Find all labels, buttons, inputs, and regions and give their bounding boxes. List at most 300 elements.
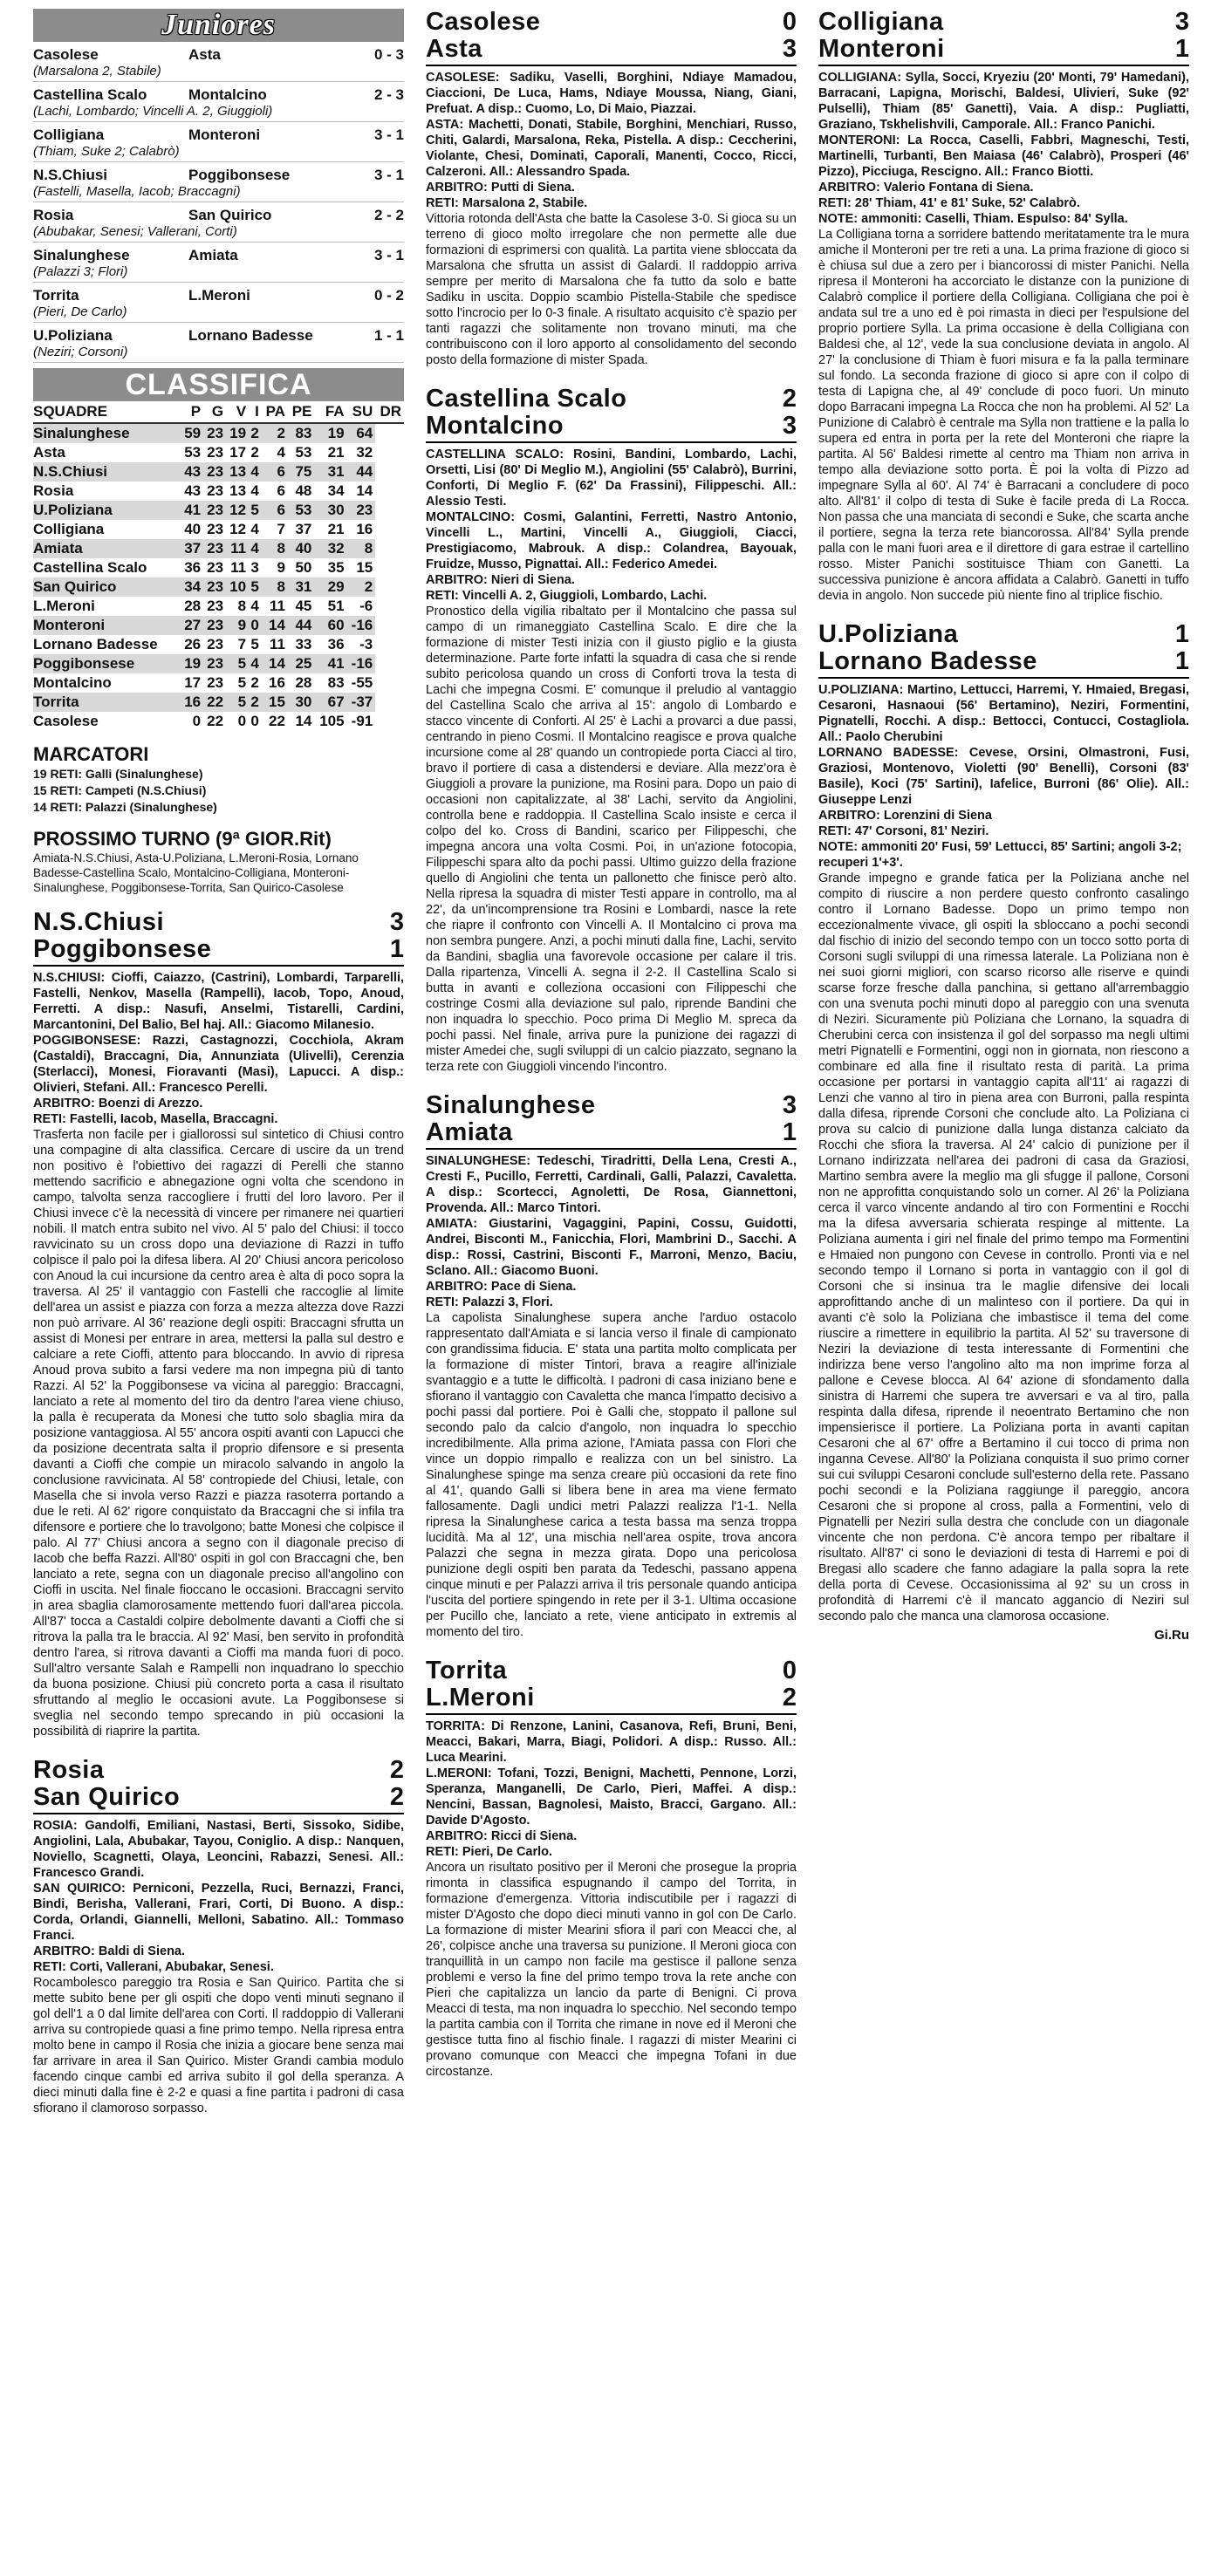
classifica-title: CLASSIFICA (33, 368, 404, 401)
stat-cell: 23 (207, 482, 224, 499)
away-team: Amiata (426, 1118, 513, 1146)
stat-cell: 4 (249, 462, 262, 482)
stat-cell: 23 (203, 501, 226, 520)
standings-col-header: I (249, 401, 262, 423)
match-away-row (818, 648, 1189, 675)
stat-cell: 19 (181, 654, 203, 673)
result-score: 3 - 1 (373, 247, 404, 263)
lineup-home: SINALUNGHESE: Tedeschi, Tiradritti, Della Lena, Cresti A., Cresti F., Pucillo, Ferretti, Cardinali, Galli, Palazzi, Cavaletta. A disp.: Scortecci, Agnoletti, De Rosa, Giannettoni, Provenda. All.: Marco Tintori. (426, 1154, 797, 1215)
stat-cell: 8 (347, 539, 376, 558)
away-team: Asta (426, 35, 482, 63)
match-report: Trasferta non facile per i giallorossi sul sintetico di Chiusi contro una compagine di alta classifica. Cercare di uscire da un trend non positivo è l'obiettivo dei ragazzi di Perelli che stanno mettendo sacrificio e abnegazione ogni volta che scendono in campo, talvolta senza raccogliere i frutti del loro lavoro. Per il Chiusi invece c'è la necessità di vincere per rimanere nei quartieri nobili. Il match entra subito nel vivo. Al 5' palo del Chiusi: il tocco ravvicinato su un cross dopo una deviazione di Razzi in tuffo colpisce il palo poi la difesa libera. Al 20' Chiusi ancora pericoloso con Anoud la cui incursione da centro area è alta di poco sopra la traversa. Al 25' il vantaggio con Fastelli che raccoglie al limite dell'area un assist e piazza con forza a mezza altezza dove Razzi non può arrivare. Al 36' reazione degli ospiti: Braccagni sfrutta un assist di Monesi per entrare in area, mettersi la palla sul destro e calciare a rete Cioffi, attento para bloccando. In avvio di ripresa Anoud prova subito a farsi vedere ma non impegna più di tanto Razzi. Al 52' la Poggibonsese va vicina al pareggio: Braccagni, lanciato a rete al momento del tiro da dentro l'area viene chiuso, la palla è recuperata da Monesi che tutto solo sbaglia mira da posizione vantaggiosa. Al 55' ancora ospiti avanti con Lapucci che da posizione decentrata salta il proprio difensore e si presenta davanti a Cioffi che compie un miracolo salvando in angolo la conclusione ravvicinata. Al 58' contropiede del Chiusi, letale, con Masella che si invola verso Razzi e piazza rasoterra portando a due le reti. Al 62' rigore conquistato da Braccagni che si infila tra difensore e portiere che lo travolgono; batte Monesi che colpisce il palo. Al 77' Chiusi ancora a segno con il diagonale preciso di Iacob che beffa Razzi. All'80' ospiti in gol con Braccagni che, ben lanciato a rete, segna con un diagonale preciso all'angolino con Cioffi in uscita. Nel finale fioccano le occasioni. Braccagni servito in area sbaglia clamorosamente mettendo fuori dall'area piccola. All'87' tocca a Castaldi colpire debolmente davanti a Cioffi che si ritrova la palla tra le braccia. Al 92' Masi, ben servito in profondità dentro l'area, si ritrova davanti a Cioffi ma manda fuori di poco. Sull'altro versante Salah e Rampelli non inquadrano lo specchio da buona posizione. Chiusi più concreto porta a casa il risultato sfruttando al meglio le occasioni avute. La Poggibonsese si sveglia nel secondo tempo sprecando in più occasioni la possibilità di riaprire la partita. (33, 1128, 404, 1739)
away-score: 1 (1174, 35, 1189, 63)
stat-cell: 83 (288, 423, 314, 443)
divider (33, 1813, 404, 1814)
result-scorers: (Lachi, Lombardo; Vincelli A. 2, Giuggioli) (33, 104, 404, 122)
standings-table (33, 401, 404, 731)
stat-cell: 7 (277, 521, 285, 537)
result-score: 2 - 2 (373, 207, 404, 223)
stat-cell: 40 (184, 521, 202, 537)
result-row (33, 246, 404, 264)
stat-cell: 9 (277, 559, 285, 576)
standings-row (33, 693, 404, 712)
match-away-row (33, 936, 404, 963)
stat-cell: 53 (288, 501, 314, 520)
stat-cell: 4 (249, 539, 262, 558)
team-name: Sinalunghese (33, 423, 181, 443)
standings-row (33, 443, 404, 462)
stat-cell: 44 (288, 616, 314, 635)
stat-cell: 23 (203, 462, 226, 482)
stat-cell: 31 (314, 462, 346, 482)
result-away: San Quirico (188, 207, 272, 223)
standings-row (33, 482, 404, 501)
stat-cell: 83 (327, 674, 345, 691)
standings-row (33, 501, 404, 520)
result-home: U.Poliziana (33, 327, 113, 344)
stat-cell: 6 (262, 462, 288, 482)
stat-cell: 43 (184, 482, 202, 499)
team-name: San Quirico (33, 577, 181, 597)
match-report: Vittoria rotonda dell'Asta che batte la Casolese 3-0. Si gioca su un terreno di gioco molto irregolare che non permette alle due formazioni di esprimersi con qualità. La partita viene sbloccata da Marsalona che sfrutta un assist di Galardi. Il raddoppio arriva sempre per merito di Marsalona che fa tutto da solo e batte Sadiku in uscita. Doppio scambio Pistella-Stabile che spedisce sotto l'incrocio per lo 0-3 finale. A risultato acquisito c'è spazio per tanti ragazzi che solitamente non trovano minuti, ma che contribuiscono con il loro apporto al consolidamento del secondo posto della formazione di mister Spada. (426, 212, 797, 367)
standings-col-header: V (226, 401, 249, 423)
stat-cell: 15 (262, 693, 288, 712)
match-report: Rocambolesco pareggio tra Rosia e San Quirico. Partita che si mette subito bene per gli ospiti che dopo venti minuti segnano il gol dell'1 a 0 dal limite dell'area con Corti. Il raddoppio di Vallerani arriva su contropiede quasi a fine primo tempo. Nella ripresa entra molto bene in campo il Rosia che inizia a giocare bene senza mai far arrivare in area il San Quirico. Mister Grandi cambia modulo facendo cinque cambi ed arriva subito il gol della speranza. A dieci minuti dalla fine è 2-2 e quasi a fine partita i padroni di casa sfiorano il clamoroso sorpasso. (33, 1976, 404, 2115)
match-away-row (33, 1784, 404, 1811)
result-row (33, 166, 404, 184)
stat-cell: 28 (295, 674, 312, 691)
result-row (33, 286, 404, 304)
stat-cell: 22 (207, 713, 224, 729)
match-report: Pronostico della vigilia ribaltato per il Montalcino che passa sul campo di un rimaneggiato Castellina Scalo. E dire che la formazione di mister Testi inizia con il giusto piglio e la giusta determinazione. Parte forte infatti la squadra di casa che si rende subito pericolosa quando un cross di Conforti trova la testa di Lachi che impegna Cosmi. E' comunque il preludio al vantaggio del Castellina Scalo che arriva al 15': angolo di Lombardo e stacco vincente di Conforti. Al 25' è Lachi a provarci a due passi, centrando in pieno Cosmi. Il Montalcino reagisce e prova qualche incursione come al 28' quando un contropiede porta Ciacci al tiro, bravo il portiere di casa a distendersi e deviare. Alla mezz'ora è Giuggioli a provare la punizione, ma Rosini para. Dopo un paio di occasioni non capitalizzate, al 38' Lachi, servito da Angiolini, controlla bene e raddoppia. Il Castellina Scalo insiste e cerca il colpo del ko. Cross di Bandini, scarico per Filippeschi, che impegna ancora una volta Cosmi. Poi, in un'azione fotocopia, Filippeschi spara alto da pochi passi. Ultimo guizzo della frazione quello di Angiolini che tenta un pallonetto che finisce però alto. Nella ripresa la squadra di mister Testi appare in controllo, ma al 22', da un'incomprensione tra Rosini e Lombardi, nasce la rete che riapre il confronto con Vincelli A. Il Montalcino ci prova ma non sembra pungere. Anzi, a pochi minuti dalla fine, Lachi, servito da Bandini, sbaglia una favorevole occasione per calare il tris. Dalla ripartenza, Vincelli A. segna il 2-2. Il Castellina Scalo si butta in avanti e colleziona occasioni con Filippeschi che costringe Cosmi alla deviazione sul palo, riprende Bandini che non inquadra lo specchio. Poco prima Di Meglio M. spreca da pochi passi. Nel finale, arriva pure la punizione dei ragazzi di mister Amedei che, sugli sviluppi di un calcio piazzato, segnano la terza rete con Giuggioli vincendo l'incontro. (426, 605, 797, 1074)
team-name: Asta (33, 444, 65, 461)
lineup-home: CASTELLINA SCALO: Rosini, Bandini, Lombardo, Lachi, Orsetti, Lisi (80' Di Meglio M.), Angiolini (55' Calabrò), Burrini, Conforti, Di Meglio F. (62' Da Frassini), Filippeschi. All.: Alessio Testi. (426, 448, 797, 509)
stat-cell: 23 (203, 539, 226, 558)
match-casolese (426, 9, 797, 368)
home-team: Castellina Scalo (426, 385, 627, 413)
match-colligiana (818, 9, 1189, 604)
standings-row (33, 577, 404, 597)
result-home: Colligiana (33, 126, 105, 143)
match-chiusi (33, 909, 404, 1739)
team-name: L.Meroni (33, 598, 95, 614)
stat-cell: 48 (295, 482, 312, 499)
stat-cell: 44 (347, 462, 376, 482)
stat-cell: 21 (327, 521, 345, 537)
stat-cell: 64 (347, 423, 376, 443)
standings-col-header: PE (288, 401, 314, 423)
column-right (818, 9, 1189, 1660)
stat-cell: 4 (250, 482, 259, 499)
home-team: Casolese (426, 8, 541, 36)
lineup-home: U.POLIZIANA: Martino, Lettucci, Harremi, Y. Hmaied, Bregasi, Cesaroni, Hasnaoui (56' Bertamino), Neziri, Formentini, Pignatelli, Rocchi. A disp.: Bettocci, Contucci, Costagliola. All.: Paolo Cherubini (818, 683, 1189, 744)
home-score: 2 (389, 1756, 404, 1784)
result-scorers: (Neziri; Corsoni) (33, 345, 404, 363)
standings-col-header: DR (375, 401, 404, 423)
match-report: Grande impegno e grande fatica per la Poliziana anche nel compito di riuscire a non perdere questo confronto casalingo contro il Lornano Badesse. Dopo un primo tempo non eccezionalmente vivace, gli ospiti la sbloccano a pochi secondi dal fischio di inizio del secondo tempo con un tocco sotto porta di Corsoni sugli sviluppi di una rimessa laterale. La Poliziana non è nei suoi giorni migliori, con scarso ricorso alle riserve e quindi scarse forze fresche dalla panchina, si gettano all'arrembaggio con una svenuta pochi minuti dopo al pareggio con una svenuta di Neziri. Sicuramente più Poliziana che Lornano, la squadra di Cherubini cerca con insistenza il gol del sorpasso ma negli ultimi metri Pignatelli e Formentini, oggi non in giornata, non riescono a combinare ed alla fine il risultato resta di parità. La prima occasione per portarsi in vantaggio capita all'11' ai ragazzi di Lenzi che vanno al tiro in piena area con Burroni, palla respinta dalla difesa, riprende Corsoni che conclude alto. La Poliziana ci prova su calcio di punizione dalla lunga distanza calciato da Rocchi che sfiora la traversa. Al 24' calcio di punizione per il Lornano indirizzata nell'area dei padroni di casa da Graziosi, Martino sembra avere la meglio ma gli sfugge il pallone, Corsoni non ne approfitta conquistando solo un corner. Al 26' la Poliziana cerca il varco vincente andando al tiro con Formentini e Rocchi ma la difesa avversaria schierata respinge al mittente. La Poliziana aumenta i giri nel finale del primo tempo ma Formentini e Hmaied non pungono con Cevese in controllo. Pronti via e nel secondo tempo il Lornano si porta in vantaggio con il gol di Corsoni che si insinua tra le maglie difensive dei locali approfittando anche di un malinteso con il portiere. Da qui in avanti c'è solo la Poliziana che imbastisce il tema del come riuscire a rimettere in equilibrio la partita. Al 52' su traversone di Neziri la deviazione di testa interessante di Formentini che indirizza bene verso l'angolino alto ma non imprime forza al pallone e Cevese blocca. Al 64' azione di sfondamento dalla sinistra di Harremi che supera tre avversari e va al tiro, palla respinta dalla difesa, riprende il neoentrato Bertamino che non impensierisce il portiere. La Poliziana porta in avanti capitan Cesaroni che al 67' offre a Bertamino il cui tocco di prima non inganna Cevese. All'80' la Poliziana conquista il suo primo corner sui cui sviluppi Cesaroni conclude sull'esterno della rete. Passano pochi secondi e la Poliziana raggiunge il pareggio, ancora Cesaroni che si propone al cross, palla a Formentini, velo di Pignatelli per Neziri sulla destra che conclude con un diagonale vincente che non perdona. C'è ancora tempo per ribaltare il risultato. All'87' ci sono le deviazioni di testa di Harremi e poi di Bregasi allo scadere che fanno adagiare la palla sopra la rete della porta di Cevese. Occasionissima al 92' su un cross in profondità di Harremi c'è il mancato aggancio di Neziri sul secondo palo che manca una clamorosa occasione. (818, 871, 1189, 1623)
team-name: Lornano Badesse (33, 636, 158, 653)
standings-row (33, 654, 404, 673)
arbitro: ARBITRO: Baldi di Siena. (33, 1944, 186, 1958)
juniores-title: Juniores (33, 9, 404, 42)
home-team: Colligiana (818, 8, 944, 36)
stat-cell: 7 (237, 636, 247, 653)
stat-cell: 5 (250, 636, 259, 653)
stat-cell: -55 (351, 674, 373, 691)
stat-cell: 8 (237, 598, 247, 614)
stat-cell: 2 (249, 423, 262, 443)
result-home: Rosia (33, 207, 74, 223)
result-scorers: (Marsalona 2, Stabile) (33, 64, 404, 82)
match-home-row (426, 1657, 797, 1684)
match-away-row (426, 1684, 797, 1712)
home-score: 3 (782, 1091, 797, 1119)
match-home-row (426, 386, 797, 413)
team-name: Rosia (33, 482, 74, 499)
match-report: Ancora un risultato positivo per il Meroni che prosegue la propria rimonta in classifica espugnando il campo del Torrita, in formazione d'emergenza. Vittoria indiscutibile per i ragazzi di mister D'Agosto che dopo dieci minuti vanno in gol con De Carlo. La formazione di mister Mearini sfiora il pari con Meacci che, al 26', colpisce anche una traversa su punizione. Il Meroni gioca con tranquillità in un campo non facile ma gestisce il pallone senza problemi e verso la fine del primo tempo trova la rete anche con Pieri che capitalizza un lancio da parte di Benigni. Ci prova Meacci di testa, ma non inquadra lo specchio. Nel secondo tempo la partita cambia con il Torrita che rimane in nove ed il Meroni che gestisce tutta fino al fischio finale. I ragazzi di mister Mearini ci provano comunque con Meacci che impegna Tofani in due circostanze. (426, 1861, 797, 2079)
reti: RETI: 47' Corsoni, 81' Neziri. (818, 824, 989, 838)
standings-row (33, 558, 404, 577)
away-team: Montalcino (426, 412, 564, 440)
away-score: 2 (782, 1684, 797, 1712)
stat-cell: 35 (327, 559, 345, 576)
stat-cell: 23 (207, 598, 224, 614)
stat-cell: 2 (347, 577, 376, 597)
lineup-home: N.S.CHIUSI: Cioffi, Caiazzo, (Castrini), Lombardi, Tarparelli, Fastelli, Nenkov, Masella (Rampelli), Iacob, Topo, Anoud, Ferretti. A disp.: Nasufi, Anselmi, Tistarelli, Cardini, Marcantonini, Del Balio, Bel haj. All.: Giacomo Milanesio. (33, 971, 404, 1032)
stat-cell: 12 (229, 521, 247, 537)
result-away: L.Meroni (188, 287, 250, 304)
match-away-row (426, 1119, 797, 1146)
standings-row (33, 635, 404, 654)
standings-row (33, 712, 404, 731)
home-team: Torrita (426, 1657, 508, 1684)
result-away: Amiata (188, 247, 238, 263)
match-castellina (426, 386, 797, 1075)
result-home: Casolese (33, 46, 99, 63)
away-team: San Quirico (33, 1783, 181, 1811)
arbitro: ARBITRO: Putti di Siena. (426, 181, 575, 195)
prossimo-text: Amiata-N.S.Chiusi, Asta-U.Poliziana, L.Meroni-Rosia, Lornano Badesse-Castellina Scalo, Montalcino-Colligiana, Monteroni-Sinalunghese, Poggibonsese-Torrita, San Quirico-Casolese (33, 851, 359, 894)
team-name: U.Poliziana (33, 501, 181, 520)
stat-cell: 32 (356, 444, 373, 461)
stat-cell: 51 (327, 598, 345, 614)
standings-body (33, 423, 404, 731)
result-away: Montalcino (188, 86, 267, 103)
standings-col-header: FA (314, 401, 346, 423)
reti: RETI: Vincelli A. 2, Giuggioli, Lombardo, Lachi. (426, 589, 708, 603)
reti: RETI: Corti, Vallerani, Abubakar, Senesi. (33, 1960, 274, 1974)
column-middle (426, 9, 797, 2097)
result-row (33, 85, 404, 104)
divider (426, 1148, 797, 1150)
stat-cell: 53 (295, 444, 312, 461)
team-name: Castellina Scalo (33, 559, 147, 576)
away-score: 3 (782, 35, 797, 63)
stat-cell: 13 (226, 462, 249, 482)
away-team: Monteroni (818, 35, 945, 63)
stat-cell: 16 (269, 674, 285, 691)
stat-cell: 15 (356, 559, 373, 576)
match-home-row (426, 9, 797, 36)
match-away-row (818, 36, 1189, 63)
marcatori-list (33, 766, 404, 816)
stat-cell: 34 (327, 482, 345, 499)
standings-col-header: PA (262, 401, 288, 423)
stat-cell: 22 (269, 713, 285, 729)
stat-cell: 6 (277, 482, 285, 499)
result-scorers: (Pieri, De Carlo) (33, 304, 404, 323)
lineup-home: COLLIGIANA: Sylla, Socci, Kryeziu (20' Monti, 79' Hamedani), Barracani, Lapigna, Morischi, Baldesi, Ulivieri, Suke (92' Pulselli), Thiam (85' Ganetti), Vaia. A disp.: Pugliatti, Graziano, Tskhelishvili, Camporale. All.: Franco Panichi. (818, 71, 1189, 132)
standings-row (33, 616, 404, 635)
standings-row (33, 539, 404, 558)
lineup-away: SAN QUIRICO: Perniconi, Pezzella, Ruci, Bernazzi, Franci, Bindi, Berisha, Vallerani, Frari, Corti, Di Buono. A disp.: Corda, Orlandi, Giannelli, Melloni, Sabatino. All.: Tommaso Franci. (33, 1882, 404, 1943)
standings-col-header: SQUADRE (33, 401, 181, 423)
stat-cell: 17 (229, 444, 247, 461)
result-score: 0 - 2 (373, 287, 404, 304)
standings-col-header: G (203, 401, 226, 423)
result-score: 3 - 1 (373, 126, 404, 143)
stat-cell: 32 (314, 539, 346, 558)
stat-cell: 23 (207, 521, 224, 537)
result-scorers: (Fastelli, Masella, Iacob; Braccagni) (33, 184, 404, 202)
stat-cell: 2 (262, 423, 288, 443)
home-score: 1 (1174, 620, 1189, 648)
divider (426, 65, 797, 66)
lineup-home: TORRITA: Di Renzone, Lanini, Casanova, Refi, Bruni, Beni, Meacci, Bakari, Marra, Biagi, Polidori. A disp.: Russo. All.: Luca Mearini. (426, 1719, 797, 1765)
match-sinalunghese (426, 1092, 797, 1640)
stat-cell: 16 (356, 521, 373, 537)
result-row (33, 326, 404, 345)
team-name: Torrita (33, 693, 181, 712)
stat-cell: 11 (269, 636, 285, 653)
stat-cell: 0 (249, 616, 262, 635)
team-name: Casolese (33, 713, 99, 729)
standings-row (33, 520, 404, 539)
stat-cell: 8 (262, 539, 288, 558)
home-team: N.S.Chiusi (33, 908, 165, 936)
away-score: 1 (782, 1118, 797, 1146)
stat-cell: 21 (327, 444, 345, 461)
result-home: Torrita (33, 287, 79, 304)
result-row (33, 206, 404, 224)
away-score: 2 (389, 1783, 404, 1811)
lineup-away: POGGIBONSESE: Razzi, Castagnozzi, Cocchiola, Akram (Castaldi), Braccagni, Dia, Annunziata (Ulivelli), Cerenzia (Sterlacci), Monesi, Fioravanti (Masi), Lapucci. A disp.: Olivieri, Stefani. All.: Francesco Perelli. (33, 1034, 404, 1095)
stat-cell: 23 (203, 616, 226, 635)
stat-cell: 41 (181, 501, 203, 520)
divider (818, 677, 1189, 679)
away-score: 1 (1174, 647, 1189, 675)
result-scorers: (Abubakar, Senesi; Vallerani, Corti) (33, 224, 404, 243)
stat-cell: 12 (226, 501, 249, 520)
stat-cell: 26 (184, 636, 202, 653)
arbitro: ARBITRO: Boenzi di Arezzo. (33, 1097, 203, 1110)
home-team: U.Poliziana (818, 620, 959, 648)
stat-cell: 33 (295, 636, 312, 653)
result-row (33, 45, 404, 64)
stat-cell: 19 (226, 423, 249, 443)
arbitro: ARBITRO: Nieri di Siena. (426, 573, 575, 587)
stat-cell: 23 (203, 423, 226, 443)
stat-cell: 30 (288, 693, 314, 712)
stat-cell: 45 (295, 598, 312, 614)
team-name: Poggibonsese (33, 654, 181, 673)
match-torrita (426, 1657, 797, 2080)
match-rosia (33, 1757, 404, 2116)
stat-cell: 10 (226, 577, 249, 597)
arbitro: ARBITRO: Valerio Fontana di Siena. (818, 181, 1034, 195)
standings-header (33, 401, 404, 423)
home-score: 0 (782, 8, 797, 36)
results-list (33, 45, 404, 363)
stat-cell: 4 (249, 654, 262, 673)
lineup-away: LORNANO BADESSE: Cevese, Orsini, Olmastroni, Fusi, Graziosi, Montenovo, Violetti (90' Benelli), Corsoni (83' Basile), Koci (75' Sartini), Iafelice, Burroni (86' Olie). All.: Giuseppe Lenzi (818, 746, 1189, 807)
stat-cell: 5 (226, 654, 249, 673)
scorer-item: 14 RETI: Palazzi (Sinalunghese) (33, 800, 217, 814)
arbitro: ARBITRO: Ricci di Siena. (426, 1829, 578, 1843)
match-home-row (33, 1757, 404, 1784)
standings-row (33, 462, 404, 482)
away-team: Lornano Badesse (818, 647, 1037, 675)
stat-cell: 60 (314, 616, 346, 635)
standings-row (33, 597, 404, 616)
stat-cell: 43 (181, 462, 203, 482)
stat-cell: 0 (192, 713, 202, 729)
match-report: La capolista Sinalunghese supera anche l'arduo ostacolo rappresentato dall'Amiata e si lancia verso il finale di campionato con grandissima fiducia. E' stata una partita molto complicata per la formazione di mister Tintori, brava a reagire all'iniziale svantaggio e a tutte le difficoltà. I padroni di casa iniziano bene e sfiorano il vantaggio con Cavaletta che manca l'impatto decisivo a pochi passi dal portiere. Poi è Galli che, stoppato il pallone sul secondo palo da calcio d'angolo, non inquadra lo specchio incredibilmente. Alla prima azione, l'Amiata passa con Flori che vince un doppio rimpallo e realizza con un bel sinistro. La Sinalunghese spinge ma senza creare più occasioni da rete fino al 41', quando Galli si libera bene in area ma viene fermato fallosamente. Dagli undici metri Palazzi realizza l'1-1. Nella ripresa la Sinalunghese carica a testa bassa ma senza troppa lucidità. Ma al 12', una mischia nell'area ospite, trova ancora Palazzi che segna in mezza girata. Dopo una pericolosa punizione degli ospiti ben parata da Tedeschi, passano appena cinque minuti e per Palazzi arriva il tris personale quando anticipa l'uscita del portiere spingendo in rete per il 3-1. Ultima occasione per Pucillo che, lanciato a rete, viene anticipato in extremis al momento del tiro. (426, 1311, 797, 1639)
stat-cell: 4 (277, 444, 285, 461)
result-scorers: (Palazzi 3; Flori) (33, 264, 404, 283)
home-score: 3 (389, 908, 404, 936)
result-score: 1 - 1 (373, 327, 404, 344)
away-team: Poggibonsese (33, 935, 212, 963)
team-name: Amiata (33, 539, 181, 558)
stat-cell: 17 (184, 674, 202, 691)
home-score: 2 (782, 385, 797, 413)
result-home: Sinalunghese (33, 247, 130, 263)
result-home: Castellina Scalo (33, 86, 147, 103)
away-score: 1 (389, 935, 404, 963)
stat-cell: 37 (295, 521, 312, 537)
match-away-row (426, 36, 797, 63)
result-score: 3 - 1 (373, 167, 404, 183)
reti: RETI: Palazzi 3, Flori. (426, 1295, 553, 1309)
home-team: Sinalunghese (426, 1091, 596, 1119)
result-away: Asta (188, 46, 221, 63)
stat-cell: 23 (203, 654, 226, 673)
stat-cell: 41 (314, 654, 346, 673)
divider (426, 441, 797, 443)
lineup-away: MONTERONI: La Rocca, Caselli, Fabbri, Magneschi, Testi, Martinelli, Turbanti, Ben Maiasa (46' Calabrò), Prosperi (46' Pizzo), Picciuga, Rescigno. All.: Franco Biotti. (818, 133, 1189, 179)
lineup-away: MONTALCINO: Cosmi, Galantini, Ferretti, Nastro Antonio, Vincelli L., Martini, Vincelli A., Giuggioli, Ciacci, Prestigiacomo, Mabrouk. A disp.: Colandrea, Bayouak, Fruidze, Musso, Pignattai. All.: Federico Amedei. (426, 510, 797, 571)
stat-cell: 2 (250, 674, 259, 691)
stat-cell: 67 (314, 693, 346, 712)
result-away: Poggibonsese (188, 167, 291, 183)
stat-cell: 34 (181, 577, 203, 597)
standings-col-header: SU (347, 401, 376, 423)
stat-cell: 14 (356, 482, 373, 499)
lineup-away: ASTA: Machetti, Donati, Stabile, Borghini, Menchiari, Russo, Chiti, Galardi, Marsalona, Reka, Pistella. A disp.: Ceccherini, Violante, Chesi, Dominati, Caporali, Manenti, Cocco, Ricci, Calzeroni. All.: Alessandro Spada. (426, 118, 797, 179)
divider (426, 1713, 797, 1715)
stat-cell: 23 (207, 444, 224, 461)
result-scorers: (Thiam, Suke 2; Calabrò) (33, 144, 404, 162)
stat-cell: 50 (295, 559, 312, 576)
stat-cell: 14 (262, 654, 288, 673)
lineup-home: CASOLESE: Sadiku, Vaselli, Borghini, Ndiaye Mamadou, Ciaccioni, De Luca, Hams, Ndiaye Moussa, Niang, Giani, Prefuat. A disp.: Cuomo, Lo, Di Maio, Piazzai. (426, 71, 797, 116)
away-team: L.Meroni (426, 1684, 535, 1712)
note: NOTE: ammoniti: Caselli, Thiam. Espulso: 84' Sylla. (818, 212, 1128, 226)
marcatori-title: MARCATORI (33, 743, 149, 765)
stat-cell: 11 (226, 539, 249, 558)
stat-cell: 27 (181, 616, 203, 635)
reti: RETI: Marsalona 2, Stabile. (426, 196, 588, 210)
column-left (33, 9, 404, 2134)
stat-cell: 4 (250, 598, 259, 614)
divider (818, 65, 1189, 66)
stat-cell: 53 (184, 444, 202, 461)
stat-cell: 13 (229, 482, 247, 499)
stat-cell: 4 (250, 521, 259, 537)
stat-cell: 59 (181, 423, 203, 443)
stat-cell: 6 (262, 501, 288, 520)
reti: RETI: Pieri, De Carlo. (426, 1845, 553, 1859)
stat-cell: 19 (314, 423, 346, 443)
stat-cell: -16 (347, 654, 376, 673)
stat-cell: -6 (359, 598, 373, 614)
stat-cell: 8 (262, 577, 288, 597)
stat-cell: 28 (184, 598, 202, 614)
stat-cell: 14 (262, 616, 288, 635)
stat-cell: 23 (203, 577, 226, 597)
team-name: Monteroni (33, 616, 181, 635)
stat-cell: 5 (237, 674, 247, 691)
result-row (33, 126, 404, 144)
home-score: 3 (1174, 8, 1189, 36)
scorer-item: 19 RETI: Galli (Sinalunghese) (33, 767, 203, 781)
stat-cell: 40 (288, 539, 314, 558)
match-home-row (426, 1092, 797, 1119)
match-home-row (33, 909, 404, 936)
stat-cell: 37 (181, 539, 203, 558)
match-poliziana (818, 621, 1189, 1643)
result-away: Lornano Badesse (188, 327, 313, 344)
result-home: N.S.Chiusi (33, 167, 108, 183)
match-home-row (818, 9, 1189, 36)
standings-col-header: P (181, 401, 203, 423)
standings-row (33, 423, 404, 443)
stat-cell: 9 (226, 616, 249, 635)
stat-cell: 0 (237, 713, 247, 729)
reti: RETI: Fastelli, Iacob, Masella, Braccagni. (33, 1112, 278, 1126)
match-away-row (426, 413, 797, 440)
stat-cell: 105 (319, 713, 345, 729)
stat-cell: 36 (327, 636, 345, 653)
author-signature: Gi.Ru (1154, 1628, 1189, 1643)
stat-cell: 5 (249, 577, 262, 597)
result-score: 0 - 3 (373, 46, 404, 63)
stat-cell: 31 (288, 577, 314, 597)
result-away: Monteroni (188, 126, 261, 143)
team-name: Colligiana (33, 521, 105, 537)
prossimo-title: PROSSIMO TURNO (9ª GIOR.Rit) (33, 828, 332, 850)
scorer-item: 15 RETI: Campeti (N.S.Chiusi) (33, 783, 207, 797)
stat-cell: 5 (249, 501, 262, 520)
note: NOTE: ammoniti 20' Fusi, 59' Lettucci, 85' Sartini; angoli 3-2; recuperi 1'+3'. (818, 840, 1182, 870)
lineup-home: ROSIA: Gandolfi, Emiliani, Nastasi, Berti, Sissoko, Sidibe, Angiolini, Lala, Abubakar, Tayou, Coniglio. A disp.: Nanquen, Noviello, Scagnetti, Olaya, Leoncini, Rabazzi, Senesi. All.: Francesco Grandi. (33, 1819, 404, 1880)
stat-cell: 75 (288, 462, 314, 482)
stat-cell: 2 (249, 693, 262, 712)
stat-cell: 36 (184, 559, 202, 576)
stat-cell: 23 (207, 674, 224, 691)
result-score: 2 - 3 (373, 86, 404, 103)
